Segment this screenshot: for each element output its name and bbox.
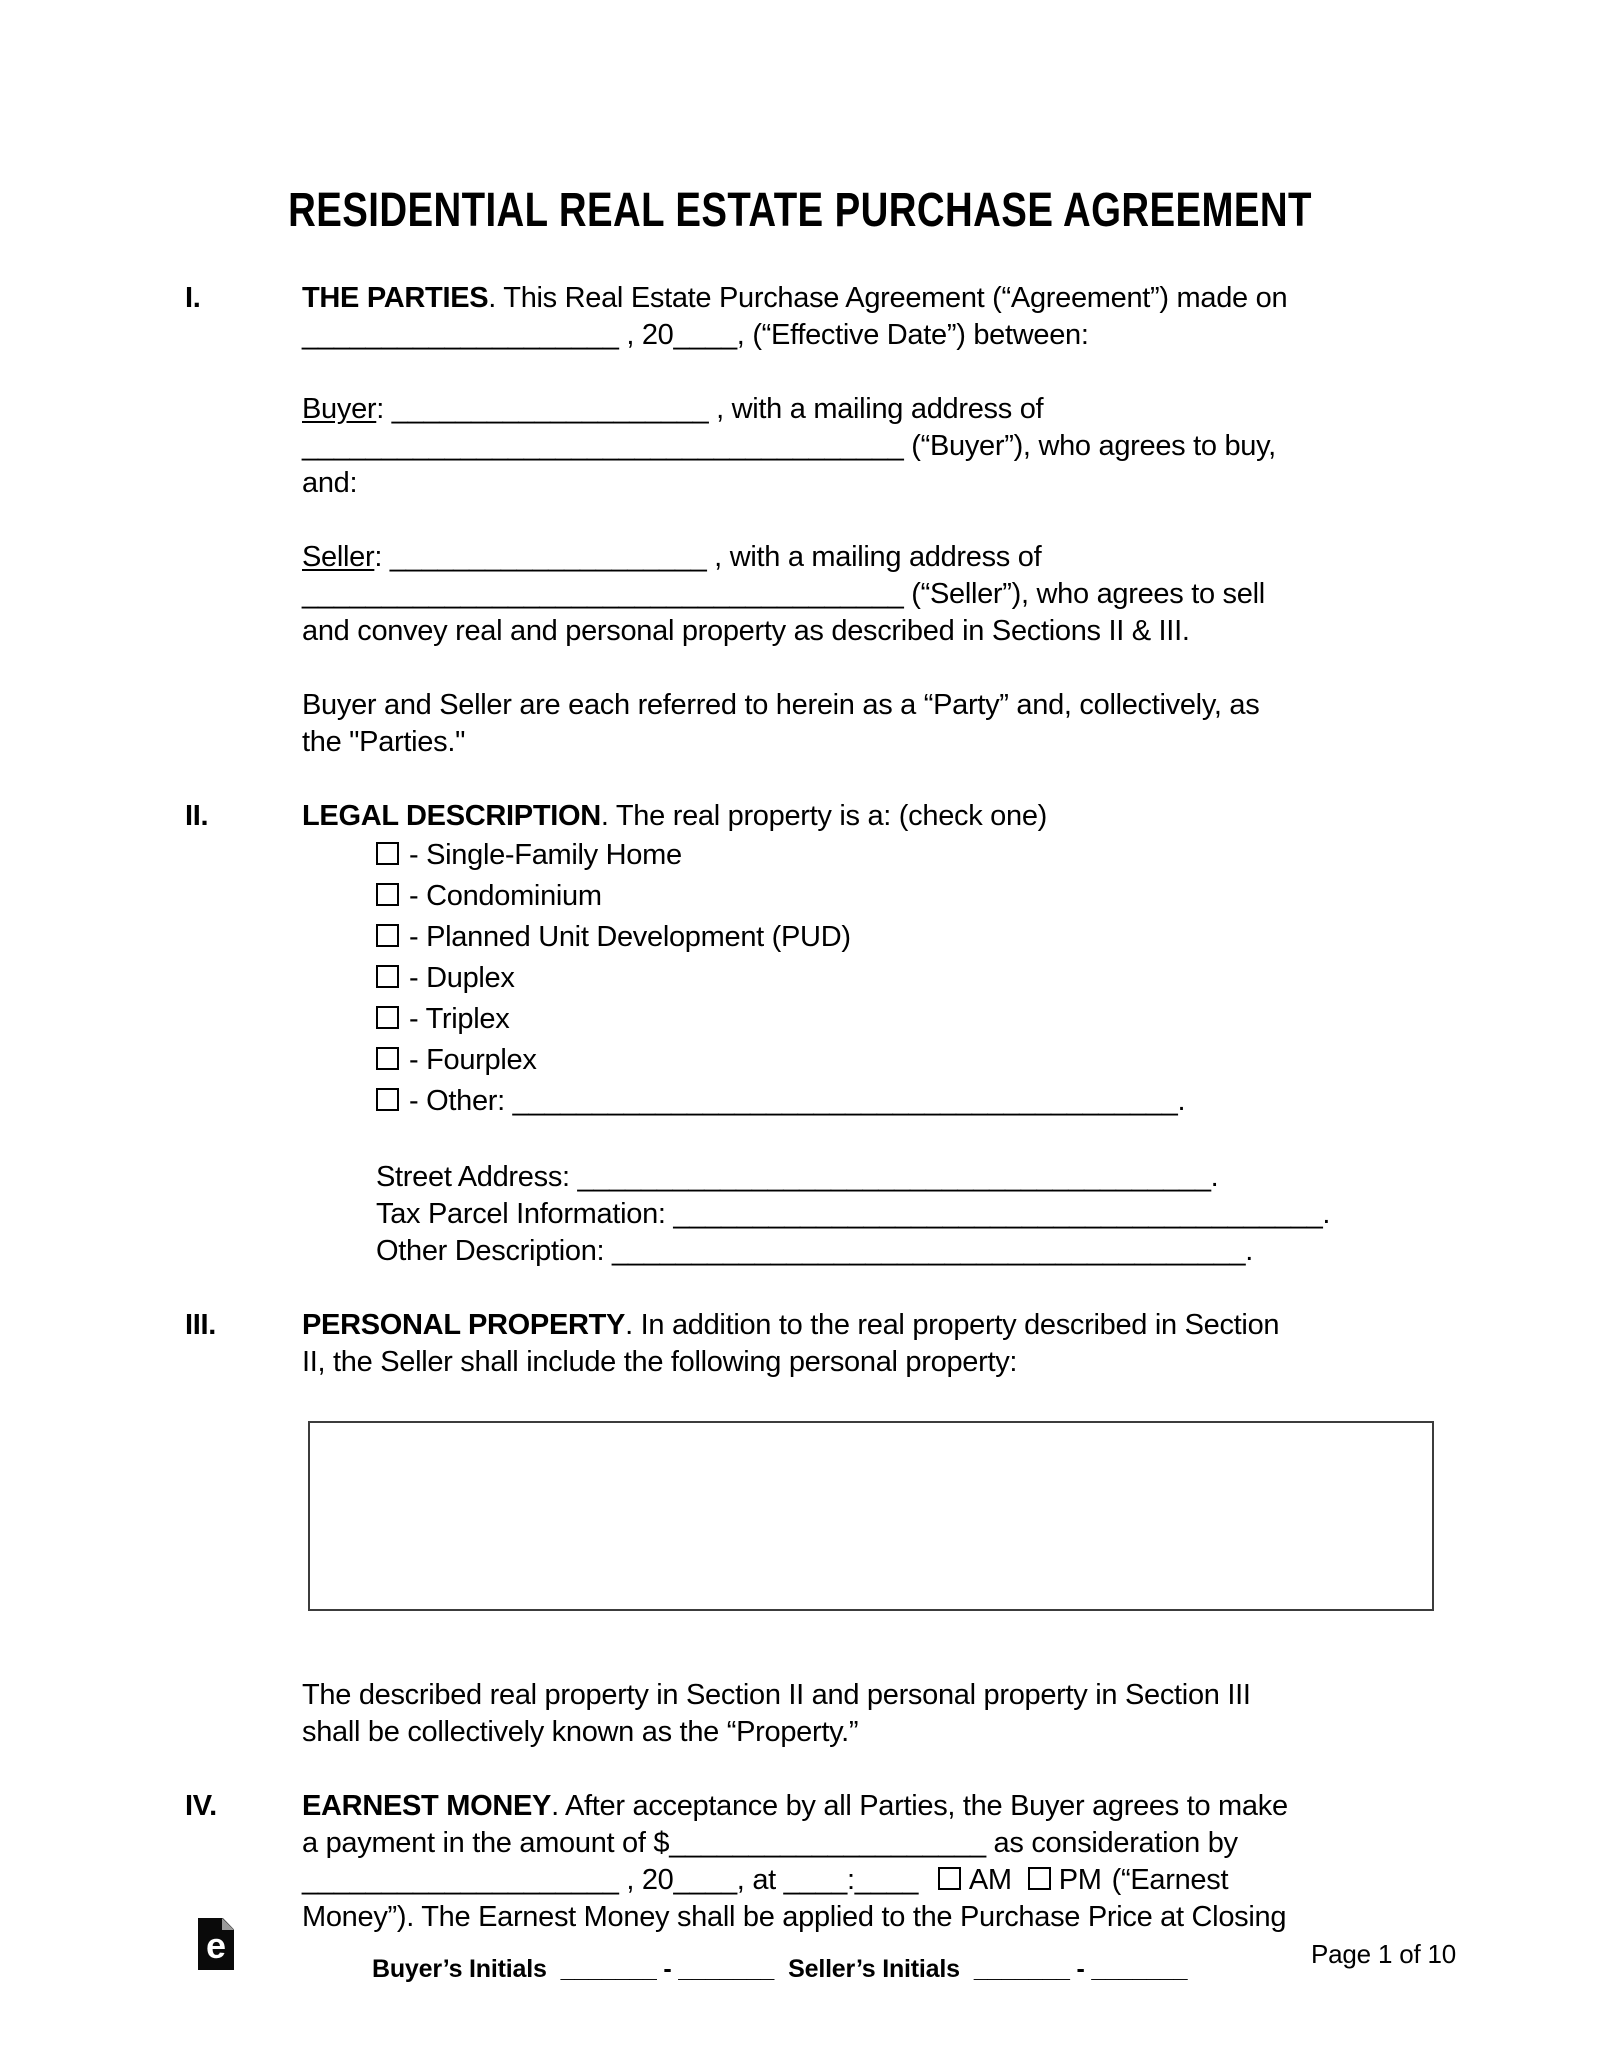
checkbox-icon[interactable] [376, 883, 399, 906]
checkbox-label: - Duplex [409, 962, 515, 994]
section-4-heading: EARNEST MONEY [302, 1790, 552, 1822]
checkbox-icon[interactable] [376, 1047, 399, 1070]
street-address-blank-line: Street Address: ________________________________________. [376, 1161, 1219, 1193]
section-personal-property [0, 1307, 1600, 1788]
parties-note-paragraph [302, 687, 1522, 761]
text-line: the "Parties." [302, 726, 466, 758]
document-title: RESIDENTIAL REAL ESTATE PURCHASE AGREEMENT [288, 184, 1312, 237]
checkbox-label: - Other: __________________________________________. [409, 1085, 1186, 1117]
am-checkbox-icon[interactable] [938, 1867, 961, 1890]
checkbox-label: - Single-Family Home [409, 839, 682, 871]
checkbox-icon[interactable] [376, 924, 399, 947]
section-2-numeral: II. [185, 800, 209, 832]
sellers-initials-label: Seller’s Initials [788, 1955, 960, 1983]
text-line: Buyer and Seller are each referred to herein as a “Party” and, collectively, as [302, 689, 1260, 721]
page-number: Page 1 of 10 [1311, 1939, 1457, 1969]
buyer-address-blank-line: ______________________________________ (“Buyer”), who agrees to buy, [302, 430, 1276, 462]
other-description-blank-line: Other Description: ________________________________________. [376, 1235, 1253, 1267]
effective-date-blank-line: ____________________ , 20____, (“Effective Date”) between: [302, 319, 1089, 351]
title-wrap [0, 0, 1600, 237]
checkbox-label: - Condominium [409, 880, 602, 912]
section-1-numeral: I. [185, 282, 201, 314]
legal-description-block [302, 798, 1522, 1122]
text-line: shall be collectively known as the “Property.” [302, 1716, 859, 1748]
section-1-intro-paragraph [302, 280, 1522, 354]
sellers-initials-blanks[interactable]: _______ - _______ [973, 1955, 1188, 1983]
personal-property-intro [302, 1307, 1522, 1381]
seller-name-line [302, 539, 1522, 576]
option-single-family-home[interactable] [376, 835, 1522, 876]
section-2-heading: LEGAL DESCRIPTION [302, 800, 601, 832]
section-legal-description [0, 798, 1600, 1307]
earnest-money-date-line [302, 1862, 1522, 1899]
seller-label: Seller [302, 541, 375, 573]
am-label: AM [968, 1864, 1012, 1896]
checkbox-icon[interactable] [376, 1006, 399, 1029]
option-triplex[interactable] [376, 999, 1522, 1040]
seller-paragraph [302, 539, 1522, 650]
text-line: and convey real and personal property as described in Sections II & III. [302, 615, 1190, 647]
text-line: (“Earnest [1111, 1864, 1229, 1896]
eforms-logo [198, 1918, 234, 1970]
section-earnest-money [0, 1788, 1600, 1936]
section-4-numeral: IV. [185, 1790, 217, 1822]
option-other[interactable] [376, 1081, 1522, 1122]
buyer-name-line [302, 391, 1522, 428]
payment-amount-blank-line: a payment in the amount of $____________________ as consideration by [302, 1827, 1238, 1859]
section-3-numeral: III. [185, 1309, 217, 1341]
checkbox-label: - Triplex [409, 1003, 510, 1035]
checkbox-icon[interactable] [376, 842, 399, 865]
buyer-name-blank: : ____________________ , with a mailing address of [376, 393, 1044, 425]
section-3-heading: PERSONAL PROPERTY [302, 1309, 626, 1341]
section-3-heading-rest: . In addition to the real property described in Section [625, 1309, 1280, 1341]
section-1-heading: THE PARTIES [302, 282, 489, 314]
text-line: and: [302, 467, 358, 499]
checkbox-icon[interactable] [376, 1088, 399, 1111]
option-condominium[interactable] [376, 876, 1522, 917]
option-fourplex[interactable] [376, 1040, 1522, 1081]
text-line: Money”). The Earnest Money shall be applied to the Purchase Price at Closing [302, 1901, 1287, 1933]
section-1-heading-rest: . This Real Estate Purchase Agreement (“Agreement”) made on [488, 282, 1288, 314]
initials-footer-line [372, 1954, 1187, 1984]
seller-address-blank-line: ______________________________________ (“Seller”), who agrees to sell [302, 578, 1265, 610]
text-line [302, 1307, 1522, 1344]
section-the-parties [0, 280, 1600, 798]
checkbox-label: - Planned Unit Development (PUD) [409, 921, 851, 953]
text-line: The described real property in Section II and personal property in Section III [302, 1679, 1251, 1711]
buyers-initials-blanks[interactable]: _______ - _______ [560, 1955, 775, 1983]
date-time-blanks: ____________________ , 20____, at ____:____ [302, 1864, 919, 1896]
buyer-paragraph [302, 391, 1522, 502]
text-line: II, the Seller shall include the following personal property: [302, 1346, 1018, 1378]
tax-parcel-blank-line: Tax Parcel Information: _________________________________________. [376, 1198, 1331, 1230]
text-line [302, 1788, 1522, 1825]
option-pud[interactable] [376, 917, 1522, 958]
pm-label: PM [1058, 1864, 1102, 1896]
buyer-label: Buyer [302, 393, 377, 425]
buyers-initials-label: Buyer’s Initials [372, 1955, 547, 1983]
property-definition-paragraph [302, 1677, 1522, 1751]
option-duplex[interactable] [376, 958, 1522, 999]
checkbox-icon[interactable] [376, 965, 399, 988]
section-4-heading-rest: . After acceptance by all Parties, the Buyer agrees to make [551, 1790, 1288, 1822]
checkbox-label: - Fourplex [409, 1044, 537, 1076]
section-2-heading-rest: . The real property is a: (check one) [600, 800, 1048, 832]
seller-name-blank: : ____________________ , with a mailing address of [374, 541, 1042, 573]
text-line [302, 798, 1522, 835]
pm-checkbox-icon[interactable] [1028, 1867, 1051, 1890]
personal-property-input-box[interactable] [308, 1421, 1434, 1611]
property-identification-block [302, 1159, 1522, 1270]
earnest-money-paragraph [302, 1788, 1522, 1936]
text-line [302, 280, 1522, 317]
logo-letter: e [205, 1925, 227, 1966]
